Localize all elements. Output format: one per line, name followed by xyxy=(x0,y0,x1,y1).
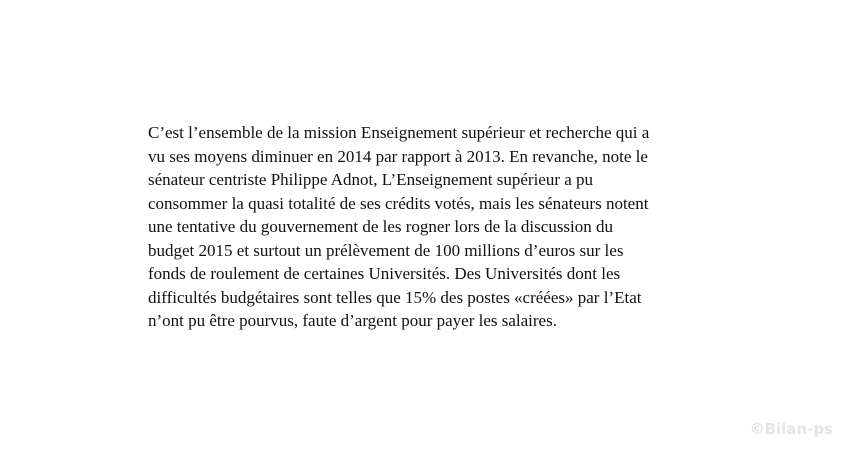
paragraph-line-1: C’est l’ensemble de la mission Enseignement supérieur et recherche qui a xyxy=(148,123,650,142)
paragraph-line-2: vu ses moyens diminuer en 2014 par rapport à 2013. En revanche, note le xyxy=(148,146,648,166)
paragraph-line-9: n’ont pu être pourvus, faute d’argent pour payer les salaires. xyxy=(148,311,557,330)
paragraph-line-3: sénateur centriste Philippe Adnot, L’Enseignement supérieur a pu xyxy=(148,170,594,189)
paragraph-line-8: difficultés budgétaires sont telles que 15% des postes «créées» par l’Etat xyxy=(148,287,642,307)
paragraph-line-6: budget 2015 et surtout un prélèvement de 100 millions d’euros sur les xyxy=(148,240,624,260)
article-paragraph xyxy=(148,121,708,333)
paragraph-line-5: une tentative du gouvernement de les rogner lors de la discussion du xyxy=(148,217,614,236)
copyright-watermark: ©Bilan-ps xyxy=(749,420,833,438)
paragraph-line-4: consommer la quasi totalité de ses crédits votés, mais les sénateurs notent xyxy=(148,193,649,213)
paragraph-line-7: fonds de roulement de certaines Universités. Des Universités dont les xyxy=(148,264,621,283)
